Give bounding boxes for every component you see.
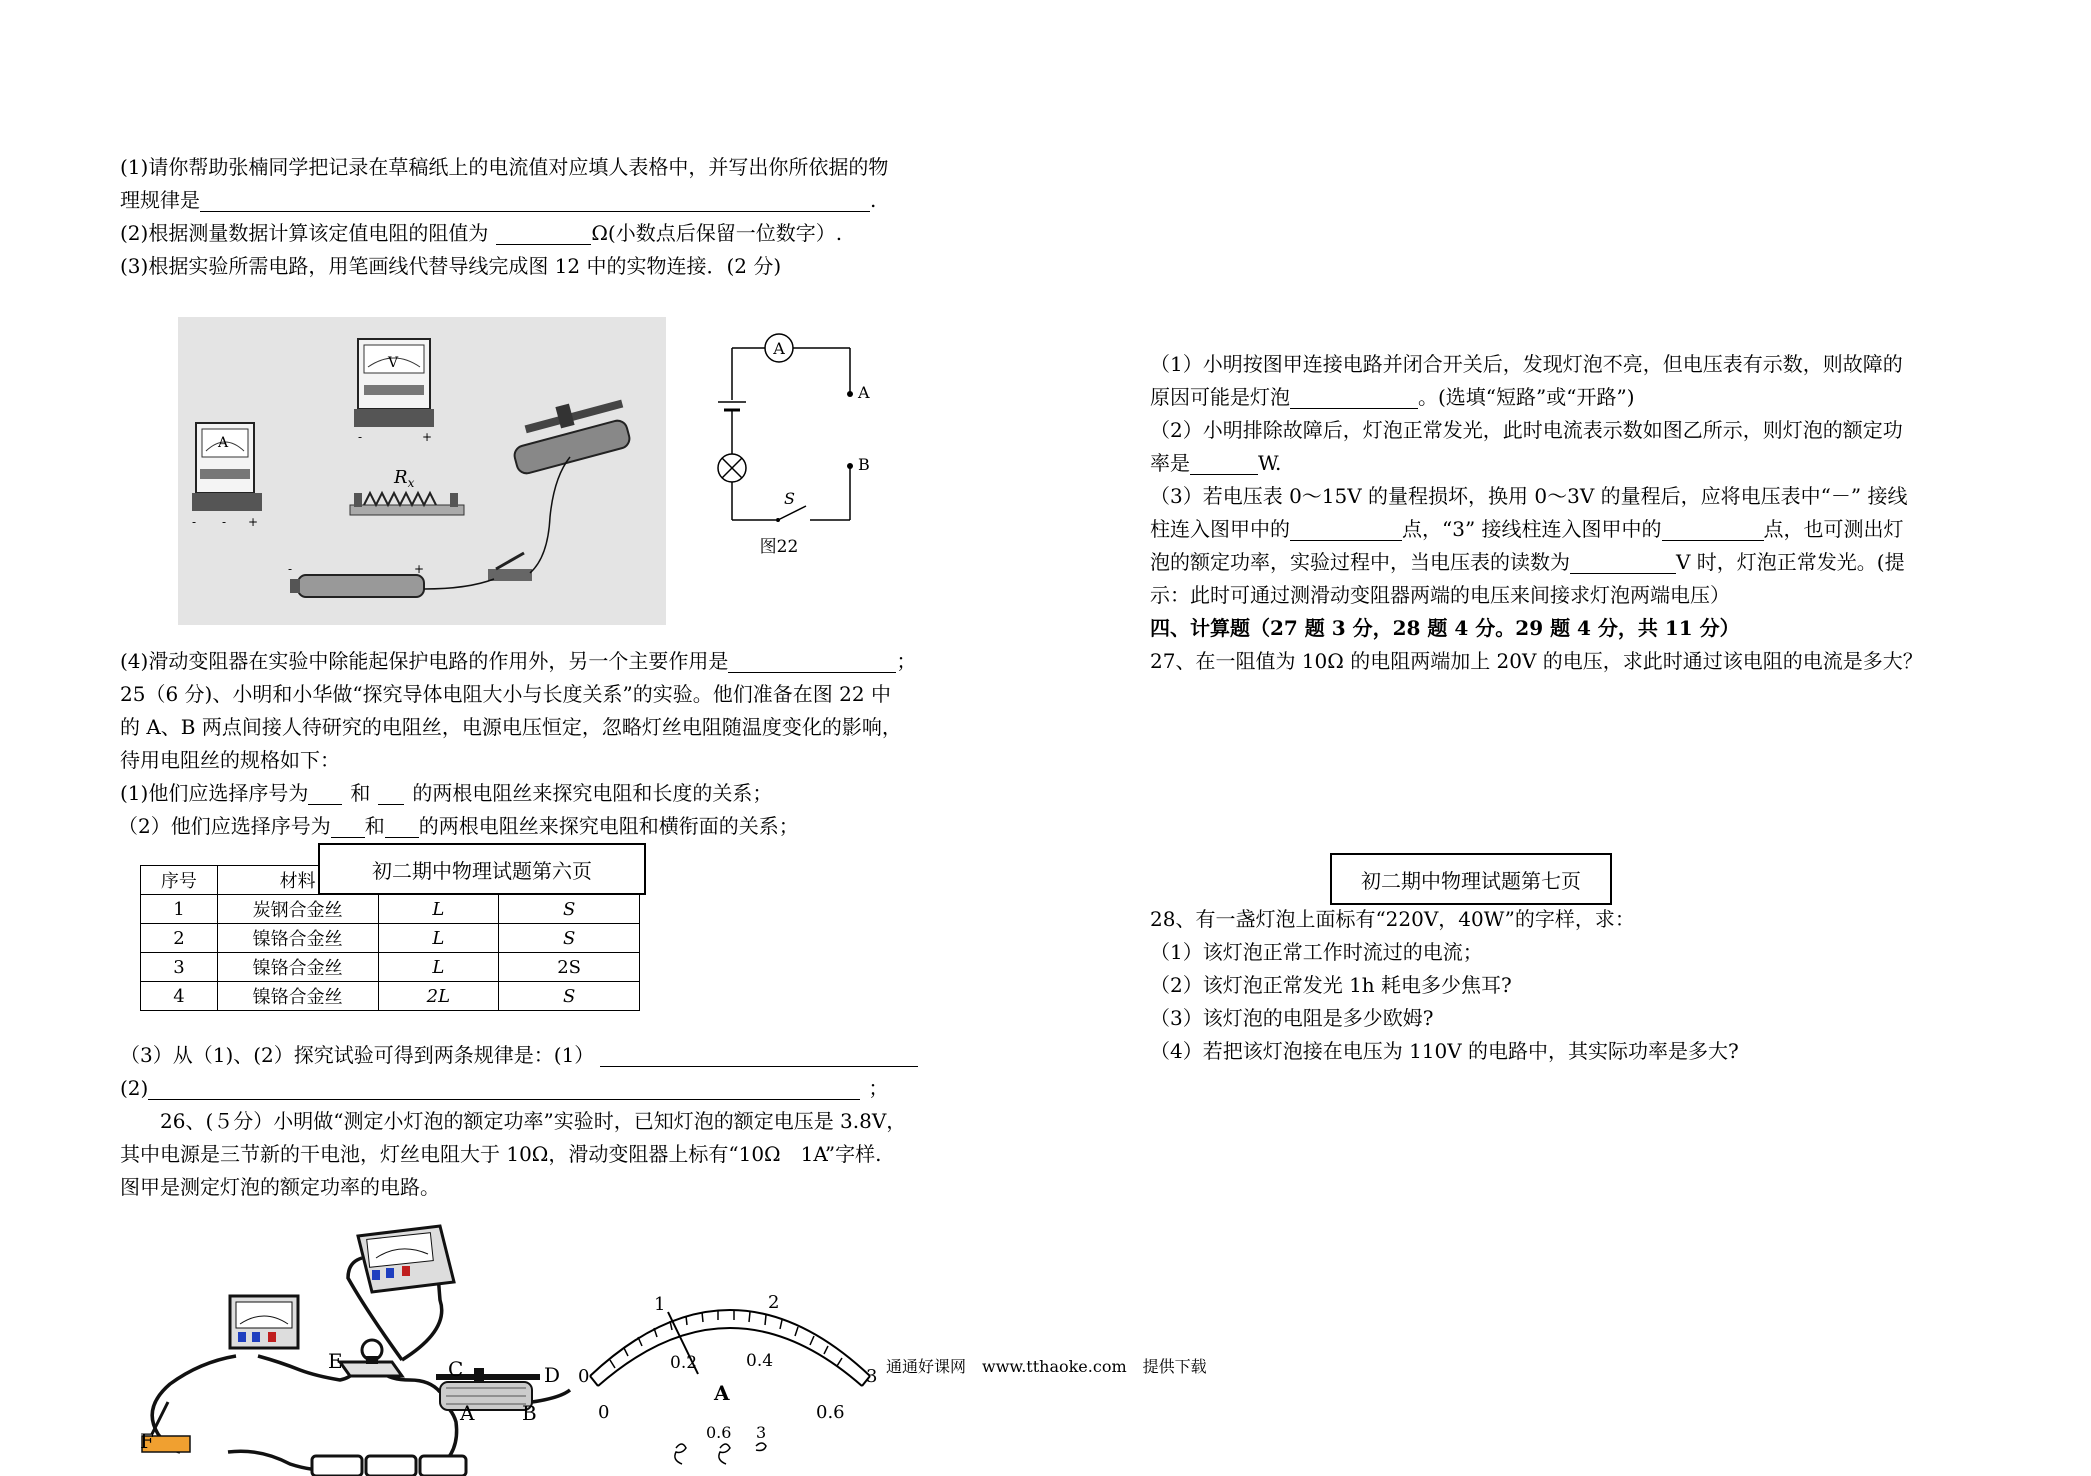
q25-part3-line1 <box>120 1043 918 1067</box>
q25-length-blank-1[interactable] <box>308 784 342 805</box>
rheostat-device-icon <box>512 400 631 476</box>
q26-part3-line3 <box>1150 550 1905 574</box>
battery-pack-icon <box>312 1456 466 1476</box>
dial-bottom-04: 0.4 <box>746 1351 774 1371</box>
page-label-6: 初二期中物理试题第六页 <box>318 843 646 895</box>
table-cell: 2 <box>141 924 218 953</box>
q25-part2-line <box>118 814 799 838</box>
q24-part2-line <box>120 221 842 245</box>
q26-line3: 图甲是测定灯泡的额定功率的电路。 <box>120 1175 440 1199</box>
svg-text:-: - <box>358 430 363 444</box>
fig12-ammeter-label: A <box>218 435 229 451</box>
dial-term-06: 0.6 <box>706 1423 732 1442</box>
q24-part4-end: ； <box>896 649 917 673</box>
q24-rheostat-role-blank[interactable] <box>728 652 896 673</box>
q25-rule-blank-2[interactable] <box>148 1079 860 1100</box>
svg-text:-: - <box>288 562 293 576</box>
q24-part4-line <box>120 649 916 673</box>
q25-line2: 的 A、B 两点间接人待研究的电阻丝，电源电压恒定，忽略灯丝电阻随温度变化的影响， <box>120 715 902 739</box>
q28-part1: （1）该灯泡正常工作时流过的电流； <box>1150 940 1483 964</box>
q25-part2-and: 和 <box>364 814 385 838</box>
q26-line2: 其中电源是三节新的干电池，灯丝电阻大于 10Ω，滑动变阻器上标有“10Ω 1A”字样. <box>120 1142 882 1166</box>
q26-part3-line1: （3）若电压表 0～15V 的量程损坏，换用 0～3V 的量程后，应将电压表中“－” 接线 <box>1150 484 1908 508</box>
terminal-screws-icon <box>675 1443 766 1464</box>
q26-part2-line2 <box>1150 451 1281 475</box>
table-header-cell: 材料 <box>217 866 378 895</box>
circuit-label-d: D <box>544 1363 561 1387</box>
table-cell: S <box>499 895 640 924</box>
table-cell: 4 <box>141 982 218 1011</box>
dial-top-1: 1 <box>654 1294 666 1315</box>
dial-bottom-02: 0.2 <box>670 1353 698 1373</box>
q24-part1-line1: (1)请你帮助张楠同学把记录在草稿纸上的电流值对应填人表格中，并写出你所依据的物 <box>120 155 889 179</box>
q26-part2-suffix: W. <box>1258 451 1282 475</box>
fig22-switch-label: S <box>784 489 795 508</box>
q26-part2-line1: （2）小明排除故障后，灯泡正常发光，此时电流表示数如图乙所示，则灯泡的额定功 <box>1150 418 1903 442</box>
q24-part1-end: . <box>870 188 877 212</box>
table-cell: L <box>378 924 499 953</box>
figure-12-equipment-photo <box>178 317 666 625</box>
q24-part2-suffix: Ω(小数点后保留一位数字）. <box>591 221 843 245</box>
voltmeter-device-icon <box>358 1226 454 1292</box>
dial-bottom-06: 0.6 <box>816 1402 845 1423</box>
table-cell: 镍铬合金丝 <box>217 953 378 982</box>
table-row <box>141 924 640 953</box>
circuit-label-f: F <box>140 1429 154 1453</box>
fig12-voltmeter-label: V <box>388 355 399 371</box>
q25-line3: 待用电阻丝的规格如下： <box>120 748 340 772</box>
table-cell: S <box>499 982 640 1011</box>
q26-fault-blank[interactable] <box>1290 388 1418 409</box>
q25-part3-label2: (2) <box>120 1076 149 1100</box>
q26-three-terminal-blank[interactable] <box>1662 520 1764 541</box>
table-cell: L <box>378 953 499 982</box>
q25-line1: 25（6 分)、小明和小华做“探究导体电阻大小与长度关系”的实验。他们准备在图 22 中 <box>120 682 891 706</box>
circuit-label-b: B <box>522 1401 537 1425</box>
svg-text:+: + <box>422 430 433 444</box>
figure-22-schematic <box>706 318 886 558</box>
table-cell: 2L <box>378 982 499 1011</box>
q26-part3-mid: 点，“3” 接线柱连入图甲中的 <box>1402 517 1662 541</box>
q26-part1-line1: （1）小明按图甲连接电路并闭合开关后，发现灯泡不亮，但电压表有示数，则故障的 <box>1150 352 1903 376</box>
q25-part1-line <box>120 781 772 805</box>
q24-part2-prefix: (2)根据测量数据计算该定值电阻的阻值为 <box>120 221 489 245</box>
q24-part4-prefix: (4)滑动变阻器在实验中除能起保护电路的作用外，另一个主要作用是 <box>120 649 729 673</box>
table-cell: S <box>499 924 640 953</box>
table-cell: 镍铬合金丝 <box>217 924 378 953</box>
q25-part3-line2 <box>120 1076 888 1100</box>
fig12-rx-label: $R_x$ <box>394 467 415 490</box>
svg-text:-: - <box>222 515 227 529</box>
q26-power-blank[interactable] <box>1190 454 1258 475</box>
dial-top-0: 0 <box>578 1366 590 1387</box>
section-4-heading: 四、计算题（27 题 3 分，28 题 4 分。29 题 4 分，共 11 分） <box>1150 616 1740 640</box>
dial-term-3: 3 <box>756 1423 767 1442</box>
q26-part2-prefix: 率是 <box>1150 451 1190 475</box>
q26-minus-terminal-blank[interactable] <box>1290 520 1402 541</box>
q28-part4: （4）若把该灯泡接在电压为 110V 的电路中，其实际功率是多大? <box>1150 1039 1739 1063</box>
q25-length-blank-2[interactable] <box>378 784 404 805</box>
fig22-point-b: B <box>858 455 870 474</box>
table-row <box>141 953 640 982</box>
dial-bottom-0: 0 <box>598 1402 610 1423</box>
q25-part2-suffix: 的两根电阻丝来探究电阻和横衔面的关系； <box>418 814 799 838</box>
dial-unit: A <box>714 1381 730 1405</box>
q26-line1: 26、(５分）小明做“测定小灯泡的额定功率”实验时，已知灯泡的额定电压是 3.8V， <box>160 1109 907 1133</box>
q24-part1-prefix: 理规律是 <box>120 188 200 212</box>
svg-text:+: + <box>414 562 425 576</box>
table-cell: 炭钢合金丝 <box>217 895 378 924</box>
table-cell: 3 <box>141 953 218 982</box>
q25-part2-prefix: （2）他们应选择序号为 <box>118 814 331 838</box>
q25-part3-prefix: （3）从（1)、(2）探究试验可得到两条规律是：(1） <box>120 1043 595 1067</box>
q26-part1-line2 <box>1150 385 1635 409</box>
svg-text:-: - <box>192 515 197 529</box>
circuit-label-e: E <box>328 1349 343 1373</box>
table-cell: 2S <box>499 953 640 982</box>
dial-top-2: 2 <box>768 1292 780 1313</box>
q28-part3: （3）该灯泡的电阻是多少欧姆? <box>1150 1006 1434 1030</box>
table-cell: 镍铬合金丝 <box>217 982 378 1011</box>
figure-yi-ammeter-dial <box>570 1280 890 1476</box>
q25-area-blank-1[interactable] <box>331 817 365 838</box>
q24-part1-line2 <box>120 188 876 212</box>
svg-text:+: + <box>248 515 259 529</box>
table-row <box>141 982 640 1011</box>
q26-part3-end: 点，也可测出灯 <box>1763 517 1904 541</box>
table-row <box>141 895 640 924</box>
page-label-7: 初二期中物理试题第七页 <box>1330 853 1612 905</box>
q26-part3-suffix2: V 时，灯泡正常发光。(提 <box>1676 550 1905 574</box>
q25-part1-prefix: (1)他们应选择序号为 <box>120 781 309 805</box>
fig22-meter-label: A <box>773 339 785 358</box>
q28-part2: （2）该灯泡正常发光 1h 耗电多少焦耳? <box>1150 973 1512 997</box>
table-header-cell: 序号 <box>141 866 218 895</box>
dial-top-3: 3 <box>866 1366 878 1387</box>
circuit-label-a: A <box>460 1401 475 1425</box>
q26-part1-prefix: 原因可能是灯泡 <box>1150 385 1290 409</box>
fig22-caption: 图22 <box>759 537 799 557</box>
q26-part1-suffix: 。(选填“短路”或“开路”) <box>1418 385 1635 409</box>
q25-part1-and: 和 <box>350 781 371 805</box>
ammeter-device-icon <box>230 1296 298 1348</box>
q25-part1-suffix: 的两根电阻丝来探究电阻和长度的关系； <box>412 781 773 805</box>
q27-text: 27、在一阻值为 10Ω 的电阻两端加上 20V 的电压，求此时通过该电阻的电流是多大？ <box>1150 649 1923 673</box>
q26-part3-line4: 示：此时可通过测滑动变阻器两端的电压来间接求灯泡两端电压） <box>1150 583 1730 607</box>
circuit-label-c: C <box>448 1357 464 1381</box>
switch-device-icon <box>488 553 532 581</box>
q28-text: 28、有一盏灯泡上面标有“220V，40W”的字样，求： <box>1150 907 1635 931</box>
resistor-rx-icon <box>350 493 464 515</box>
q26-part3-line2 <box>1150 517 1904 541</box>
q25-rule-blank-1[interactable] <box>600 1046 918 1067</box>
q25-area-blank-2[interactable] <box>385 817 419 838</box>
q26-part3-prefix: 柱连入图甲中的 <box>1150 517 1290 541</box>
battery-device-icon <box>288 562 424 597</box>
fig22-point-a: A <box>858 383 870 402</box>
figure-jia-circuit <box>140 1212 580 1476</box>
watermark-text: 通通好课网 www.tthaoke.com 提供下载 <box>886 1357 1207 1376</box>
q24-law-blank[interactable] <box>200 191 870 212</box>
q24-part3-line: (3)根据实验所需电路，用笔画线代替导线完成图 12 中的实物连接．(2 分) <box>120 254 782 278</box>
table-cell: 1 <box>141 895 218 924</box>
q24-resistance-blank[interactable] <box>496 224 591 245</box>
q26-part3-prefix2: 泡的额定功率，实验过程中，当电压表的读数为 <box>1150 550 1570 574</box>
q26-voltage-blank[interactable] <box>1570 553 1676 574</box>
q25-part3-end: ； <box>868 1076 889 1100</box>
table-cell: L <box>378 895 499 924</box>
